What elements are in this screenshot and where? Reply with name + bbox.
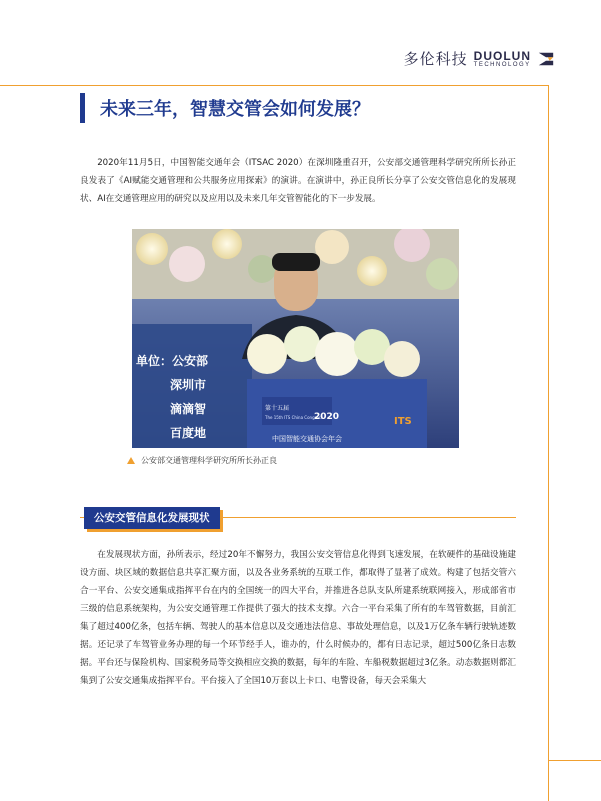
backdrop-line-3: 滴滴智 bbox=[170, 402, 207, 416]
speaker-photo bbox=[132, 229, 459, 448]
body-paragraph: 在发展现状方面，孙所表示，经过20年不懈努力，我国公安交管信息化得到飞速发展，在软硬件的基础设施建设方面、块区域的数据信息共享汇聚方面，以及各业务系统的互联工作，都取得了显著了成效。构建了包括交管六合一平台、公安交通集成指挥平台在内的全国统一的四大平台，并推进各总队支队所建系统联网接入，形成部省市三级的信息系统架构，为公安交通管理工作提供了强大的技术支撑。六合一平台采集了所有的车驾管数据，目前汇集了超过400亿条，包括车辆、驾驶人的基本信息以及交通违法信息、事故处理信息，以及1万亿条车辆行驶轨迹数据。还记录了车驾管业务办理的每一个环节经手人，谁办的，什么时候办的，都有日志记录，超过500亿条日志数据。平台还与保险机构、国家税务局等交换相应交换的数据，每年的车险、车船税数据超过3亿条。动态数据则都汇集到了公安交通集成指挥平台。平台接入了全国10万套以上卡口、电警设备，每天会采集大 bbox=[80, 550, 516, 686]
section-heading bbox=[80, 507, 516, 529]
frame-top-line bbox=[0, 85, 548, 86]
triangle-icon bbox=[127, 457, 135, 464]
article-title: 未来三年，智慧交管会如何发展？ bbox=[100, 99, 370, 120]
brand-name-cn: 多伦科技 bbox=[403, 50, 468, 68]
section-title: 公安交管信息化发展现状 bbox=[84, 507, 220, 529]
brand-name-en-sub: TECHNOLOGY bbox=[473, 61, 531, 68]
backdrop-line-1: 单位：公安部 bbox=[136, 354, 209, 368]
podium-logo: ITS bbox=[394, 416, 412, 427]
frame-bottom-line bbox=[548, 760, 601, 761]
podium-text: 中国智能交通协会年会 bbox=[272, 435, 342, 443]
backdrop-line-4: 百度地 bbox=[170, 426, 207, 440]
photo-caption bbox=[127, 455, 277, 466]
banner-year: 2020 bbox=[314, 412, 340, 422]
brand-name-en bbox=[474, 50, 531, 68]
backdrop-line-2: 深圳市 bbox=[170, 378, 207, 392]
banner-sub-text: The 15th ITS China Congress bbox=[265, 415, 323, 420]
frame-right-line bbox=[548, 85, 549, 801]
title-accent-bar bbox=[80, 93, 85, 123]
brand-name-en-main: DUOLUN bbox=[473, 48, 531, 63]
banner-small-text: 第十五届 bbox=[265, 405, 290, 412]
intro-paragraph: 2020年11月5日，中国智能交通年会（ITSAC 2020）在深圳隆重召开，公安部交通管理科学研究所所长孙正良发表了《AI赋能交通管理和公共服务应用探索》的演讲。在演讲中，孙正良所长分享了公安交管信息化的发展现状、AI在交通管理应用的研究以及应用以及未来几年交管智能化的下一步发展。 bbox=[80, 158, 516, 204]
speaker-photo-illustration bbox=[132, 229, 459, 448]
brand-header bbox=[404, 48, 555, 69]
photo-caption-text: 公安部交通管理科学研究所所长孙正良 bbox=[141, 456, 277, 465]
brand-logo-icon bbox=[537, 50, 555, 68]
